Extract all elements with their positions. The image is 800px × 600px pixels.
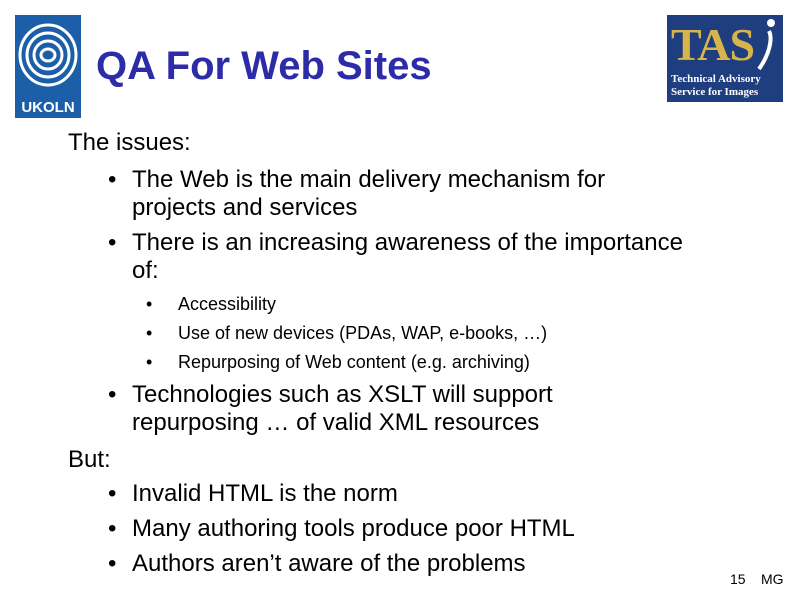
issue-1-line-2: projects and services: [132, 194, 358, 221]
issue-3-line-1: Technologies such as XSLT will support: [132, 381, 553, 408]
but-item-1-bullet: •: [108, 480, 117, 507]
tasi-logo-subtitle: [671, 73, 779, 99]
sub-item-1: Accessibility: [178, 294, 277, 314]
tasi-logo: [667, 15, 783, 102]
sub-item-3: Repurposing of Web content (e.g. archiving): [178, 352, 530, 372]
issue-2-line-2: of:: [132, 257, 159, 284]
issues-heading: The issues:: [68, 129, 191, 156]
slide-title: QA For Web Sites: [96, 44, 432, 88]
page-number: 15: [730, 571, 746, 587]
issue-3-bullet: •: [108, 381, 117, 408]
sub-item-2-bullet: •: [146, 323, 153, 343]
ukoln-logo-text: UKOLN: [21, 99, 75, 116]
issue-1-bullet: •: [108, 166, 117, 193]
issue-2-line-1: There is an increasing awareness of the importance: [132, 229, 683, 256]
author-initials: MG: [761, 571, 784, 587]
but-item-2-bullet: •: [108, 515, 117, 542]
but-item-3-bullet: •: [108, 550, 117, 577]
sub-item-3-bullet: •: [146, 352, 153, 372]
but-item-1: Invalid HTML is the norm: [132, 480, 398, 507]
issue-3-line-2: repurposing … of valid XML resources: [132, 409, 540, 436]
but-item-2: Many authoring tools produce poor HTML: [132, 515, 575, 542]
tasi-subtitle-line-2: Service for Images: [671, 86, 759, 98]
issue-1-line-1: The Web is the main delivery mechanism for: [132, 166, 606, 193]
sub-item-1-bullet: •: [146, 294, 153, 314]
tasi-logo-text: TAS: [671, 19, 755, 70]
issue-2-bullet: •: [108, 229, 117, 256]
sub-item-2: Use of new devices (PDAs, WAP, e-books, …): [178, 323, 548, 343]
but-heading: But:: [68, 446, 111, 473]
but-item-3: Authors aren’t aware of the problems: [132, 550, 526, 577]
tasi-subtitle-line-1: Technical Advisory: [671, 73, 761, 85]
ukoln-logo: [15, 15, 81, 118]
ukoln-rings-icon: [15, 15, 81, 95]
tasi-i-icon: [751, 17, 781, 71]
